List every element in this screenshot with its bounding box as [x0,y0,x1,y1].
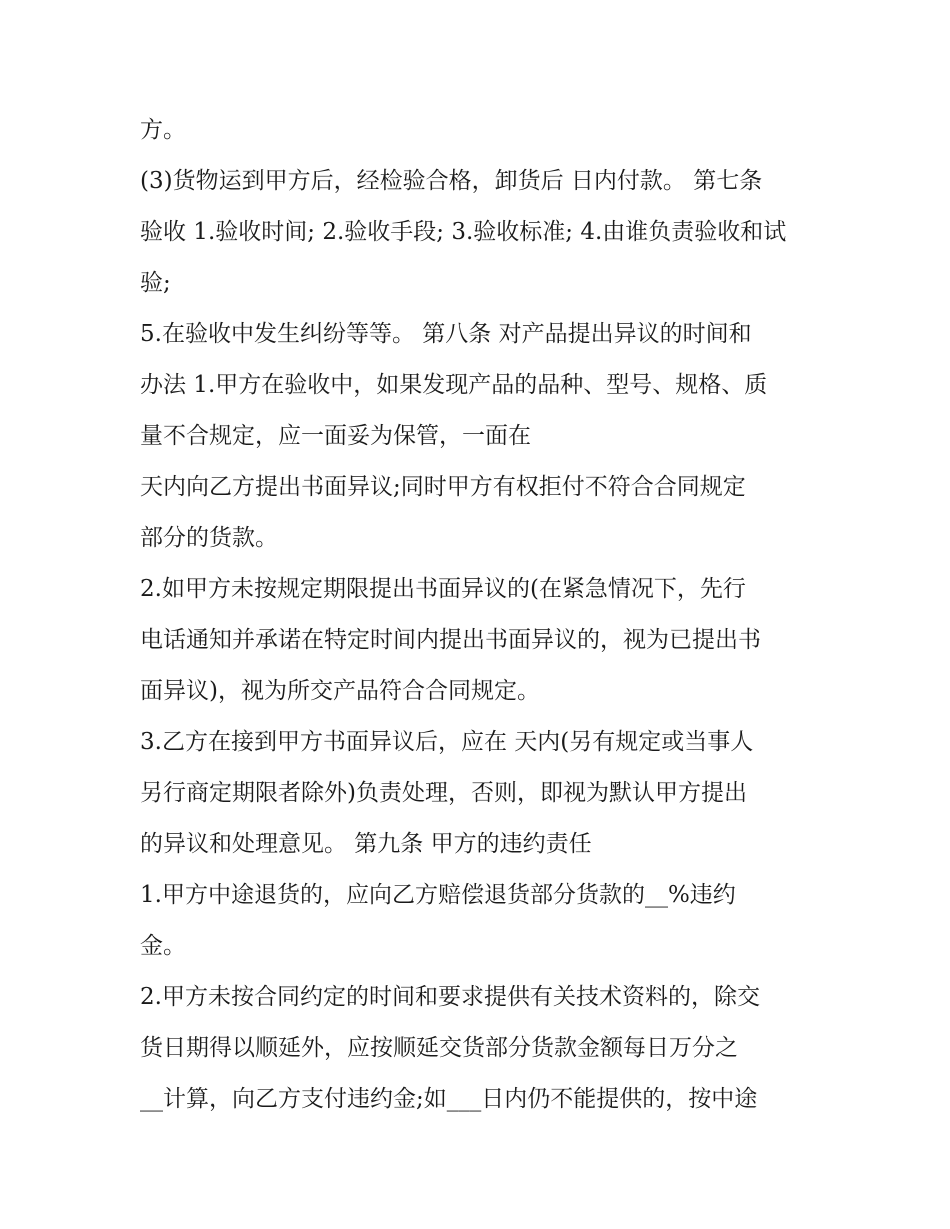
text-line: 2.甲方未按合同约定的时间和要求提供有关技术资料的，除交 [140,984,760,1010]
text-line: 办法 1.甲方在验收中，如果发现产品的品种、型号、规格、质 [140,372,768,398]
text-line: 电话通知并承诺在特定时间内提出书面异议的，视为已提出书 [140,627,761,653]
text-line: 验收 1.验收时间; 2.验收手段; 3.验收标准; 4.由谁负责验收和试 [140,219,787,245]
text-line: __计算，向乙方支付违约金;如___日内仍不能提供的，按中途 [140,1086,758,1112]
text-line: 方。 [140,117,186,143]
text-line: 验; [140,270,171,296]
text-line: 1.甲方中途退货的，应向乙方赔偿退货部分货款的__%违约 [140,882,736,908]
text-line: 货日期得以顺延外，应按顺延交货部分货款金额每日万分之 [140,1035,738,1061]
text-line: 的异议和处理意见。 第九条 甲方的违约责任 [140,831,592,857]
text-line: 面异议)，视为所交产品符合合同规定。 [140,678,540,704]
text-line: 金。 [140,933,186,959]
text-line: 天内向乙方提出书面异议;同时甲方有权拒付不符合合同规定 [140,474,746,500]
text-line: 另行商定期限者除外)负责处理，否则，即视为默认甲方提出 [140,780,747,806]
contract-text [140,105,840,1125]
text-line: 3.乙方在接到甲方书面异议后，应在 天内(另有规定或当事人 [140,729,754,755]
text-line: (3)货物运到甲方后，经检验合格，卸货后 日内付款。 第七条 [140,168,763,194]
text-line: 2.如甲方未按规定期限提出书面异议的(在紧急情况下，先行 [140,576,746,602]
text-line: 5.在验收中发生纠纷等等。 第八条 对产品提出异议的时间和 [140,321,752,347]
text-line: 部分的货款。 [140,525,278,551]
text-line: 量不合规定，应一面妥为保管，一面在 [140,423,531,449]
